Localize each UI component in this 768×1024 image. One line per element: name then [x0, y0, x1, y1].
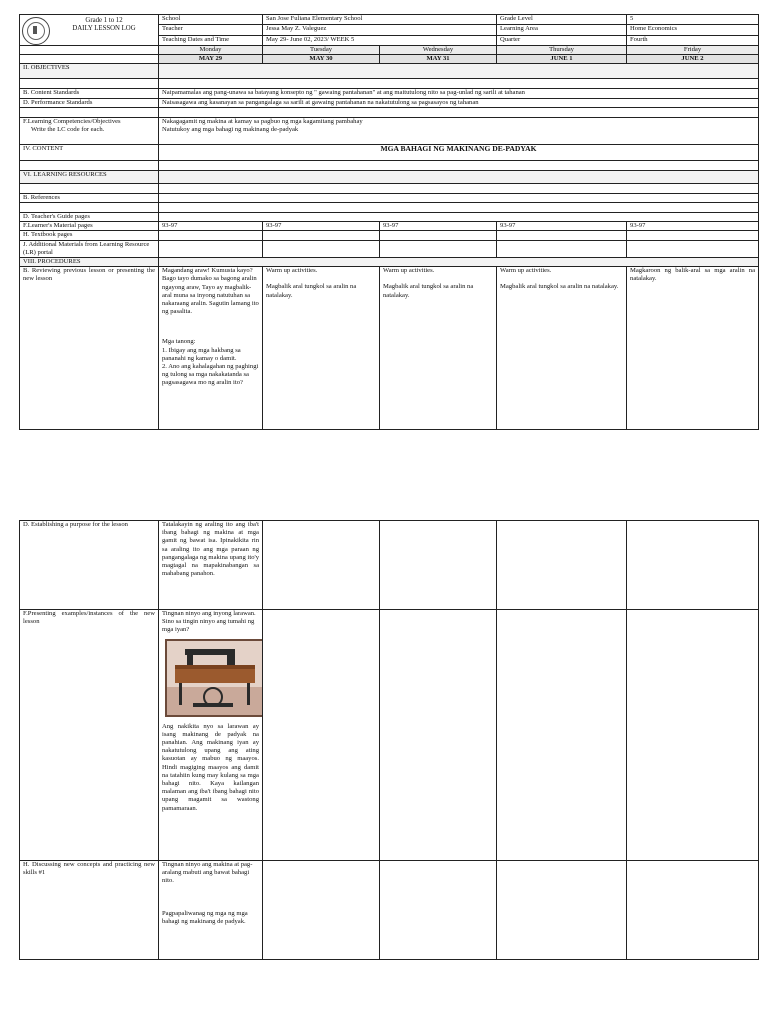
lesson-log-page-2: [19, 520, 758, 960]
review-row: [20, 267, 759, 430]
quarter-value: Fourth: [627, 35, 759, 45]
dates-label: Teaching Dates and Time: [159, 35, 263, 45]
review-thursday-warmup: Warm up activities.: [500, 267, 552, 275]
discuss-label: H. Discussing new concepts and practicing new skills #1: [20, 861, 159, 960]
resources-spacer-row: [20, 183, 759, 193]
objectives-heading-row: [20, 64, 759, 79]
performance-standards-value: Naisasagawa ang kasanayan sa pangangalaga sa sarili at gawaing pantahanan na nakatutulong sa pagsasayos ng tahanan: [159, 98, 759, 107]
dates-value: May 29- June 02, 2023/ WEEK 5: [263, 35, 497, 45]
date-friday: JUNE 2: [627, 55, 759, 64]
review-tuesday-warmup: Warm up activities.: [266, 267, 318, 275]
content-standards-value: Naipamamalas ang pang-unawa sa batayang konsepto ng " gawaing pantahanan" at ang maitutulong nito sa pag-unlad ng sarili at tahanan: [159, 89, 759, 98]
quarter-label: Quarter: [497, 35, 627, 45]
competencies-sub-label: Write the LC code for each.: [31, 126, 105, 134]
textbook-label: H. Textbook pages: [20, 231, 159, 240]
references-label: B. References: [20, 193, 159, 202]
day-tuesday: Tuesday: [263, 46, 380, 55]
examples-label: F.Presenting examples/instances of the new lesson: [20, 610, 159, 861]
teachers-guide-label: D. Teacher's Guide pages: [20, 213, 159, 222]
sewing-machine-photo: [165, 639, 263, 717]
school-value: San Jose Fuliana Elementary School: [263, 15, 497, 25]
purpose-row: [20, 521, 759, 610]
teacher-value: Jessa May Z. Valeguez: [263, 25, 497, 35]
competency-1: Nakagagamit ng makina at kamay sa pagbuo ng mga kagamitang pambahay: [162, 117, 363, 125]
day-monday: Monday: [159, 46, 263, 55]
resources-spacer-row-2: [20, 203, 759, 213]
review-wednesday-warmup: Warm up activities.: [383, 267, 435, 275]
content-heading: IV. CONTENT: [20, 144, 159, 160]
review-monday-question-1: 1. Ibigay ang mga hakbang sa pananahi ng kamay o damit.: [162, 346, 241, 362]
content-spacer-row: [20, 160, 759, 170]
discuss-row: [20, 861, 759, 960]
procedures-heading: VIII. PROCEDURES: [20, 258, 159, 267]
resources-heading-row: [20, 170, 759, 183]
grade-level-label: Grade Level: [497, 15, 627, 25]
objectives-spacer-row: [20, 79, 759, 89]
lesson-log-table-continued: [19, 520, 759, 960]
sewing-machine-illustration: [167, 641, 263, 715]
date-wednesday: MAY 31: [380, 55, 497, 64]
lm-pages-friday: 93-97: [627, 222, 759, 231]
purpose-monday: Tatalakayin ng araling ito ang iba't ibang bahagi ng makina at mga gamit ng bawat isa. Ipinakikita rin sa araling ito ang mga paraan ng pangangalaga ng makina upang ito'y magtagal na mapakinabangan sa mahabang panahon.: [159, 521, 263, 610]
competencies-row: [20, 117, 759, 144]
teacher-label: Teacher: [159, 25, 263, 35]
date-monday: MAY 29: [159, 55, 263, 64]
day-row: [20, 46, 759, 55]
additional-materials-row: [20, 240, 759, 257]
lm-pages-tuesday: 93-97: [263, 222, 380, 231]
date-tuesday: MAY 30: [263, 55, 380, 64]
resources-heading: VI. LEARNING RESOURCES: [20, 170, 159, 183]
review-monday-questions-heading: Mga tanong:: [162, 338, 196, 346]
date-row: [20, 55, 759, 64]
lesson-log-table: [19, 14, 759, 430]
content-standards-label: B. Content Standards: [20, 89, 159, 98]
review-wednesday-recap: Magbalik aral tungkol sa aralin na natalakay.: [383, 283, 474, 299]
purpose-label: D. Establishing a purpose for the lesson: [20, 521, 159, 610]
additional-materials-label: J. Additional Materials from Learning Resource (LR) portal: [20, 240, 159, 257]
learning-area-label: Learning Area: [497, 25, 627, 35]
day-wednesday: Wednesday: [380, 46, 497, 55]
performance-standards-row: [20, 98, 759, 107]
review-label: B. Reviewing previous lesson or presenting the new lesson: [20, 267, 159, 430]
review-monday-intro: Magandang araw! Kumusta kayo? Bago tayo dumako sa bagong aralin ngayong araw, Tayo ay magbalik-aral muna sa inyong natutuhan sa nakaraang aralin. Sagutin lamang ito ng pasalita.: [162, 267, 259, 316]
discuss-monday-instruction: Tingnan ninyo ang makina at pag-aralang mabuti ang bawat bahagi nito.: [162, 861, 253, 885]
lm-pages-wednesday: 93-97: [380, 222, 497, 231]
references-row: [20, 193, 759, 202]
deped-seal-icon: [22, 17, 50, 45]
objectives-spacer-row-2: [20, 107, 759, 117]
header-logo-cell: [20, 15, 159, 46]
day-thursday: Thursday: [497, 46, 627, 55]
objectives-heading: II. OBJECTIVES: [20, 64, 159, 79]
review-tuesday-recap: Magbalik aral tungkol sa aralin na natalakay.: [266, 283, 357, 299]
lesson-log-page-1: [19, 14, 758, 430]
examples-monday-prompt: Tingnan ninyo ang inyong larawan. Sino sa tingin ninyo ang tumahi ng mga iyan?: [162, 610, 256, 634]
competencies-label: F.Learning Competencies/Objectives: [23, 117, 121, 125]
date-thursday: JUNE 1: [497, 55, 627, 64]
examples-row: [20, 610, 759, 861]
examples-monday-explanation: Ang nakikita nyo sa larawan ay isang makinang de padyak na panahian. Ang makinang iyan ay nakatutulong upang ang ating kasuotan ay mabuo ng maayos. Hindi magiging maayos ang damit na tatahiin kung may kulang sa mga bahagi nito. Kaya kailangan malaman ang iba't ibang bahagi nito upang magamit sa wastong pamamaraan.: [162, 722, 259, 812]
content-row: [20, 144, 759, 160]
grade-level-value: 5: [627, 15, 759, 25]
content-title: MGA BAHAGI NG MAKINANG DE-PADYAK: [159, 144, 759, 160]
textbook-row: [20, 231, 759, 240]
form-title: DAILY LESSON LOG: [72, 25, 136, 33]
review-thursday-recap: Magbalik aral tungkol sa aralin na natalakay.: [500, 283, 619, 291]
teachers-guide-row: [20, 213, 759, 222]
performance-standards-label: D. Performance Standards: [20, 98, 159, 107]
learners-material-row: [20, 222, 759, 231]
competency-2: Natutukoy ang mga bahagi ng makinang de-padyak: [162, 126, 299, 134]
header-row-school: [20, 15, 759, 25]
learning-area-value: Home Economics: [627, 25, 759, 35]
learners-material-label: F.Learner's Material pages: [20, 222, 159, 231]
school-label: School: [159, 15, 263, 25]
review-friday: Magkaroon ng balik-aral sa mga aralin na natalakay.: [627, 267, 759, 430]
discuss-monday-explanation: Pagpapaliwanag ng mga ng mga bahagi ng makinang de padyak.: [162, 909, 248, 925]
lm-pages-monday: 93-97: [159, 222, 263, 231]
day-friday: Friday: [627, 46, 759, 55]
lm-pages-thursday: 93-97: [497, 222, 627, 231]
procedures-heading-row: [20, 258, 759, 267]
review-monday-question-2: 2. Ano ang kahalagahan ng paghingi ng tulong sa mga nakakatanda sa pagsasagawa mo ng aralin ito?: [162, 363, 259, 387]
grade-range: Grade 1 to 12: [85, 17, 123, 24]
content-standards-row: [20, 89, 759, 98]
